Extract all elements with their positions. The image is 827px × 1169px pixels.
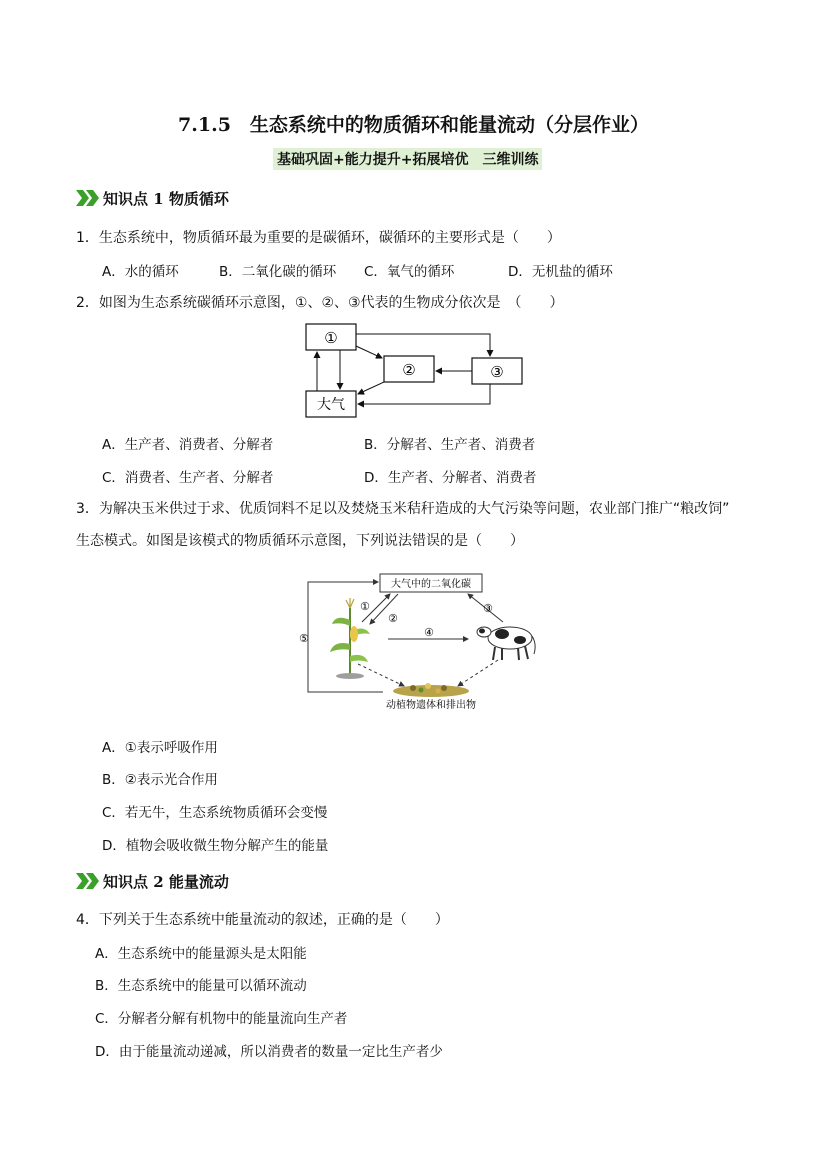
box-label: ② [402, 361, 416, 379]
option-d: D．生产者、分解者、消费者 [364, 470, 537, 486]
arrow-label: ① [360, 600, 370, 613]
option-a: A．水的循环 [102, 264, 179, 280]
box-label: ③ [490, 363, 504, 381]
section-heading-2 [76, 871, 229, 892]
section-label: 知识点 1 物质循环 [103, 190, 229, 208]
question-stem-line: 3．为解决玉米供过于求、优质饲料不足以及焚烧玉米秸秆造成的大气污染等问题，农业部门推广“粮改饲” [76, 501, 730, 517]
option-b: B．二氧化碳的循环 [219, 264, 337, 280]
question-stem: 4．下列关于生态系统中能量流动的叙述，正确的是（ ） [76, 912, 449, 928]
option-a: A．生态系统中的能量源头是太阳能 [95, 946, 307, 962]
arrow-label: ② [388, 612, 398, 625]
pile-label: 动植物遗体和排出物 [386, 700, 476, 711]
option-b: B．②表示光合作用 [102, 772, 218, 788]
section-heading-1 [76, 188, 229, 209]
co2-label: 大气中的二氧化碳 [391, 579, 471, 590]
option-c: C．消费者、生产者、分解者 [102, 470, 274, 486]
question-stem: 1．生态系统中，物质循环最为重要的是碳循环，碳循环的主要形式是（ ） [76, 230, 561, 246]
option-c: C．分解者分解有机物中的能量流向生产者 [95, 1011, 348, 1027]
waste-pile-icon [393, 683, 469, 697]
option-a: A．①表示呼吸作用 [102, 740, 218, 756]
option-b: B．分解者、生产者、消费者 [364, 437, 536, 453]
option-d: D．植物会吸收微生物分解产生的能量 [102, 838, 329, 854]
option-b: B．生态系统中的能量可以循环流动 [95, 978, 307, 994]
question-stem: 2．如图为生态系统碳循环示意图，①、②、③代表的生物成分依次是 （ ） [76, 295, 564, 311]
option-c: C．若无牛，生态系统物质循环会变慢 [102, 805, 328, 821]
page-title: 7.1.5 生态系统中的物质循环和能量流动（分层作业） [178, 114, 649, 136]
question-stem-line: 生态模式。如图是该模式的物质循环示意图，下列说法错误的是（ ） [76, 533, 524, 549]
arrow-label: ③ [483, 602, 493, 615]
option-d: D．由于能量流动递减，所以消费者的数量一定比生产者少 [95, 1044, 443, 1060]
option-c: C．氧气的循环 [364, 264, 455, 280]
section-label: 知识点 2 能量流动 [103, 873, 229, 891]
option-d: D．无机盐的循环 [508, 264, 613, 280]
double-chevron-icon [76, 873, 100, 889]
arrow-label: ④ [424, 626, 434, 639]
box-label: 大气 [317, 397, 345, 413]
option-a: A．生产者、消费者、分解者 [102, 437, 274, 453]
page-subtitle: 基础巩固+能力提升+拓展培优 三维训练 [273, 148, 542, 170]
double-chevron-icon [76, 190, 100, 206]
box-label: ① [324, 329, 338, 347]
cow-icon [477, 627, 535, 660]
arrow-label: ⑤ [299, 632, 309, 645]
feed-cycle-diagram [288, 570, 548, 715]
carbon-cycle-diagram [300, 318, 530, 423]
